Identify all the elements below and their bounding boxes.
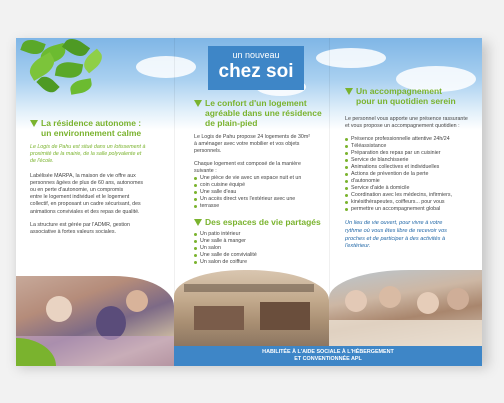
list-item: Une salle de convivialité bbox=[194, 252, 326, 259]
group-meal-photo bbox=[329, 270, 482, 346]
list-item: terrasse bbox=[194, 203, 326, 210]
list-item: Service d'aide à domicile bbox=[345, 185, 480, 192]
arrow-down-icon bbox=[194, 219, 202, 226]
panel2-paragraph-2: Chaque logement est composé de la manière suivante : bbox=[194, 160, 301, 174]
list-item: Service de blanchisserie bbox=[345, 157, 480, 164]
panel2-title-2: Des espaces de vie partagés bbox=[194, 217, 326, 227]
list-item: Coordination avec les médecins, infirmiers, bbox=[345, 192, 480, 199]
list-item: Un salon bbox=[194, 245, 326, 252]
espaces-list bbox=[194, 231, 326, 266]
list-item: Une pièce de vie avec un espace nuit et un bbox=[194, 175, 326, 182]
list-item: Présence professionnelle attentive 24h/24 bbox=[345, 136, 480, 143]
panel-accompagnement bbox=[329, 38, 482, 366]
panel-logement bbox=[174, 38, 329, 366]
logement-list bbox=[194, 175, 326, 210]
list-item: Un salon de coiffure bbox=[194, 259, 326, 266]
list-item: Un accès direct vers l'extérieur avec une bbox=[194, 196, 326, 203]
panel3-title: Un accompagnement pour un quotidien serein bbox=[345, 86, 480, 106]
panel1-paragraph-1: Labélisée MARPA, la maison de vie offre aux personnes âgées de plus de 60 ans, autonomes ou en perte d'autonomie, un compromis entre le logement individuel et le logement collectif, en proposant un cadre sécurisant, des animations conviviales et des repas de qualité. bbox=[30, 172, 144, 215]
list-item: Animations collectives et individuelles bbox=[345, 164, 480, 171]
list-item: Une salle d'eau bbox=[194, 189, 326, 196]
panel1-paragraph-2: La structure est gérée par l'ADMR, gestion associative à fortes valeurs sociales. bbox=[30, 221, 130, 236]
list-item: d'autonomie bbox=[345, 178, 480, 185]
list-item: Préparation des repas par un cuisinier bbox=[345, 150, 480, 157]
panel1-intro: Le Logis de Pahu est situé dans un lotissement à proximité de la mairie, de la salle polyvalente et de l'école. bbox=[30, 144, 146, 165]
panel2-paragraph-1: Le Logis de Pahu propose 24 logements de 30m² à aménager avec votre mobilier et vos objets personnels. bbox=[194, 134, 311, 155]
list-item: Téléassistance bbox=[345, 143, 480, 150]
list-item: Actions de prévention de la perte bbox=[345, 171, 480, 178]
panel3-intro: Le personnel vous apporte une présence rassurante et vous propose un accompagnement quotidien : bbox=[345, 116, 468, 130]
habilitation-banner: HABILITÉE À L'AIDE SOCIALE À L'HÉBERGEMENT ET CONVENTIONNÉE APL bbox=[174, 346, 482, 366]
hero-small-text: un nouveau bbox=[232, 50, 280, 60]
arrow-down-icon bbox=[194, 100, 202, 107]
panel1-title: La résidence autonome : un environnement calme bbox=[30, 118, 170, 138]
arrow-down-icon bbox=[345, 88, 353, 95]
panel-residence bbox=[16, 38, 174, 366]
list-item: permettre un accompagnement global bbox=[345, 206, 480, 213]
hero-big-text: chez soi bbox=[218, 61, 294, 82]
services-list bbox=[345, 136, 480, 213]
panel2-title: Le confort d'un logement agréable dans une résidence de plain-pied bbox=[194, 98, 326, 128]
list-item: Un patio intérieur bbox=[194, 231, 326, 238]
arrow-down-icon bbox=[30, 120, 38, 127]
dining-room-photo bbox=[174, 270, 329, 346]
list-item: Une salle à manger bbox=[194, 238, 326, 245]
panel3-closing: Un lieu de vie ouvert, pour vivre à votre rythme où vous êtes libre de recevoir vos proches et de participer à des activités à l'extérieur. bbox=[345, 220, 447, 250]
list-item: coin cuisine équipé bbox=[194, 182, 326, 189]
list-item: kinésithérapeutes, coiffeurs... pour vous bbox=[345, 199, 480, 206]
brochure bbox=[16, 38, 482, 366]
